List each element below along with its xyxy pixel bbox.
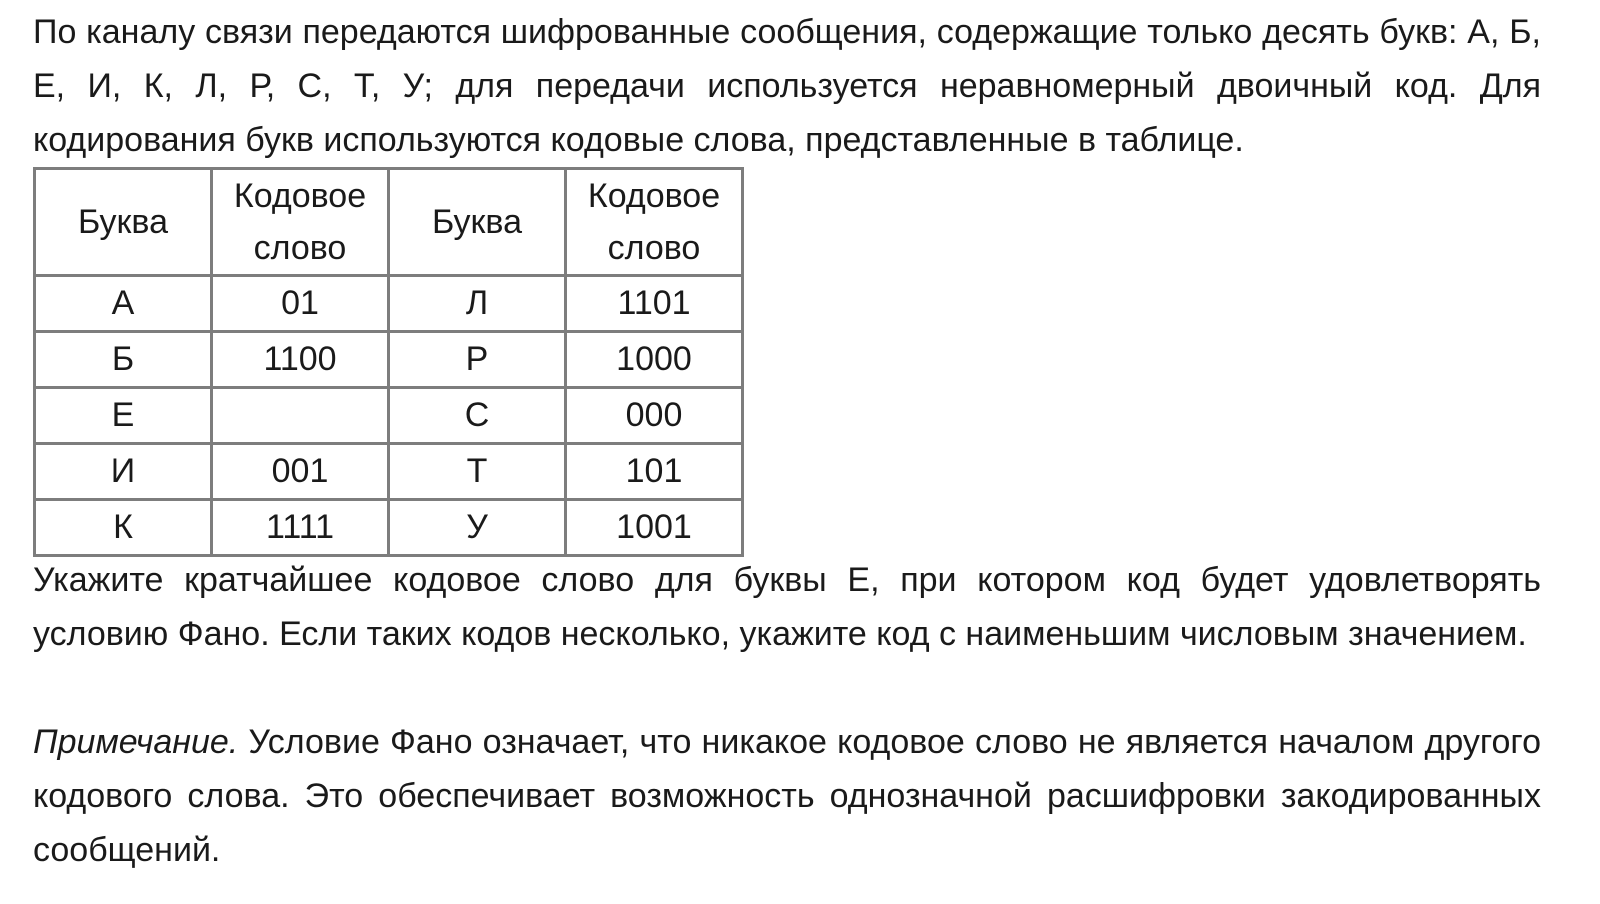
letter-cell: А: [35, 276, 212, 332]
letter-cell: Е: [35, 388, 212, 444]
letter-cell: К: [35, 500, 212, 556]
note-text: Условие Фано означает, что никакое кодовое слово не является началом другого кодового слова. Это обеспечивает возможность однозначной расшифровки закодированных сообщений.: [33, 723, 1541, 869]
codeword-cell: 101: [566, 444, 743, 500]
table-header-row: [35, 169, 743, 276]
note-paragraph: [33, 715, 1541, 877]
letter-cell: С: [389, 388, 566, 444]
question-paragraph: Укажите кратчайшее кодовое слово для буквы Е, при котором код будет удовлетворять условию Фано. Если таких кодов несколько, укажите код с наименьшим числовым значением.: [33, 561, 1541, 653]
table-row: [35, 276, 743, 332]
table-row: [35, 500, 743, 556]
codeword-cell: 1000: [566, 332, 743, 388]
header-letter: Буква: [389, 169, 566, 276]
header-codeword: Кодовое слово: [212, 169, 389, 276]
codeword-cell: 1101: [566, 276, 743, 332]
letter-cell: Т: [389, 444, 566, 500]
codeword-cell: 1111: [212, 500, 389, 556]
letter-cell: У: [389, 500, 566, 556]
header-codeword: Кодовое слово: [566, 169, 743, 276]
codeword-cell-empty: [212, 388, 389, 444]
codeword-cell: 01: [212, 276, 389, 332]
code-table: [33, 167, 744, 557]
intro-paragraph: По каналу связи передаются шифрованные сообщения, содержащие только десять букв: А, Б, Е, И, К, Л, Р, С, Т, У; для передачи используется неравномерный двоичный код. Для кодирования букв используются кодовые слова, представленные в таблице.: [33, 13, 1541, 159]
letter-cell: Л: [389, 276, 566, 332]
codeword-cell: 000: [566, 388, 743, 444]
letter-cell: Р: [389, 332, 566, 388]
table-row: [35, 444, 743, 500]
letter-cell: И: [35, 444, 212, 500]
note-label: Примечание.: [33, 723, 239, 761]
letter-cell: Б: [35, 332, 212, 388]
codeword-cell: 001: [212, 444, 389, 500]
codeword-cell: 1100: [212, 332, 389, 388]
header-letter: Буква: [35, 169, 212, 276]
table-row: [35, 332, 743, 388]
codeword-cell: 1001: [566, 500, 743, 556]
table-row: [35, 388, 743, 444]
